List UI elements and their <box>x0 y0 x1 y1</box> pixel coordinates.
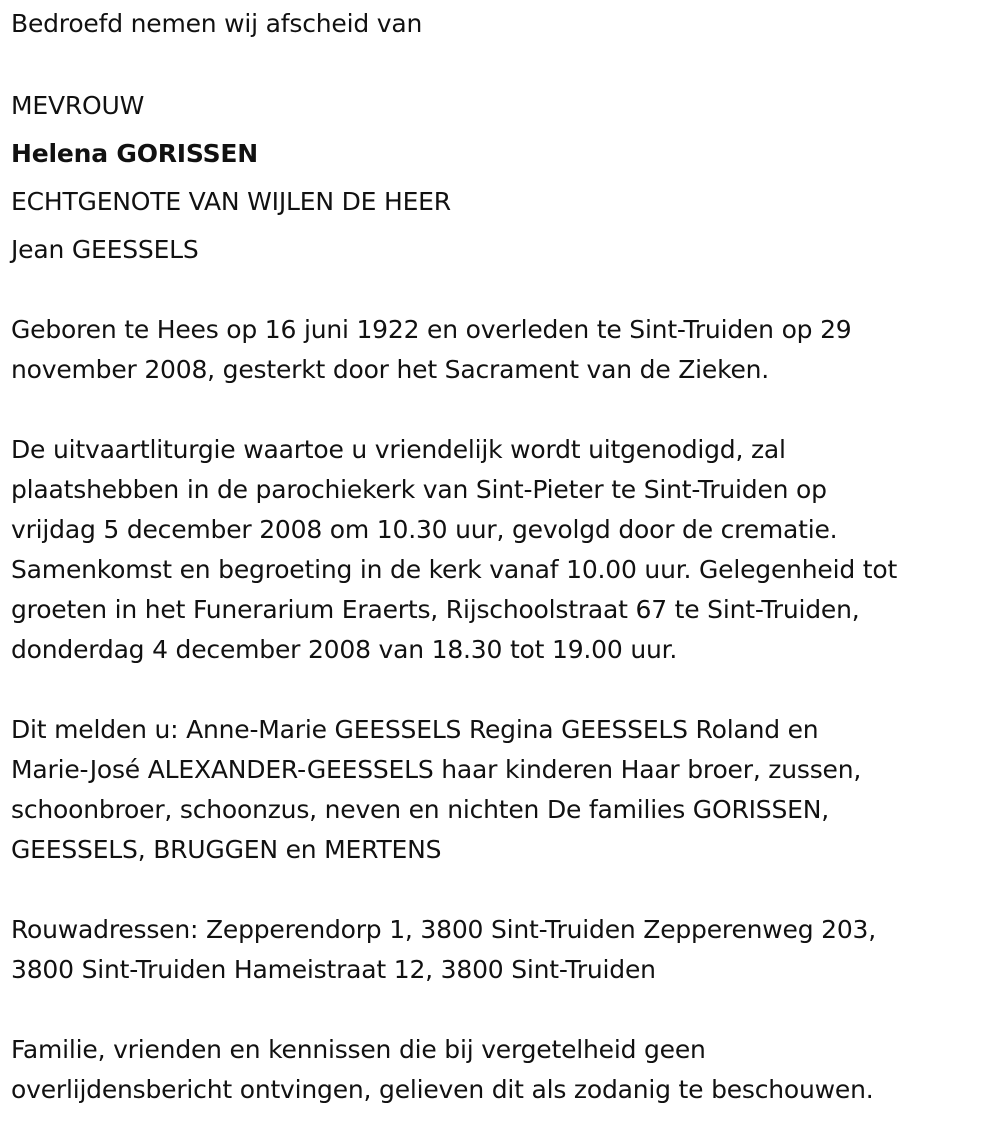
paragraph-line: De uitvaartliturgie waartoe u vriendelijk wordt uitgenodigd, zal <box>11 435 786 464</box>
deceased-name: Helena GORISSEN <box>11 139 258 168</box>
paragraph-line: Marie-José ALEXANDER-GEESSELS haar kinderen Haar broer, zussen, <box>11 755 862 784</box>
ceremony-paragraph <box>11 430 986 670</box>
paragraph-line: overlijdensbericht ontvingen, gelieven dit als zodanig te beschouwen. <box>11 1075 874 1104</box>
paragraph-line: november 2008, gesterkt door het Sacrament van de Zieken. <box>11 355 770 384</box>
intro-text: Bedroefd nemen wij afscheid van <box>11 9 423 38</box>
family-paragraph <box>11 710 986 870</box>
paragraph-line: vrijdag 5 december 2008 om 10.30 uur, gevolgd door de crematie. <box>11 515 838 544</box>
deceased-relation: ECHTGENOTE VAN WIJLEN DE HEER <box>11 187 451 216</box>
paragraph-line: Rouwadressen: Zepperendorp 1, 3800 Sint-Truiden Zepperenweg 203, <box>11 915 876 944</box>
paragraph-line: Samenkomst en begroeting in de kerk vanaf 10.00 uur. Gelegenheid tot <box>11 555 898 584</box>
spouse-name: Jean GEESSELS <box>11 235 199 264</box>
paragraph-line: 3800 Sint-Truiden Hameistraat 12, 3800 Sint-Truiden <box>11 955 656 984</box>
paragraph-line: plaatshebben in de parochiekerk van Sint-Pieter te Sint-Truiden op <box>11 475 827 504</box>
paragraph-line: donderdag 4 december 2008 van 18.30 tot 19.00 uur. <box>11 635 678 664</box>
paragraph-line: schoonbroer, schoonzus, neven en nichten De families GORISSEN, <box>11 795 829 824</box>
deceased-title: MEVROUW <box>11 91 145 120</box>
paragraph-line: GEESSELS, BRUGGEN en MERTENS <box>11 835 442 864</box>
paragraph-line: Familie, vrienden en kennissen die bij vergetelheid geen <box>11 1035 706 1064</box>
paragraph-line: Dit melden u: Anne-Marie GEESSELS Regina GEESSELS Roland en <box>11 715 819 744</box>
birth-death-paragraph <box>11 310 986 390</box>
obituary-notice <box>11 0 986 1110</box>
paragraph-line: groeten in het Funerarium Eraerts, Rijschoolstraat 67 te Sint-Truiden, <box>11 595 860 624</box>
paragraph-line: Geboren te Hees op 16 juni 1922 en overleden te Sint-Truiden op 29 <box>11 315 852 344</box>
closing-paragraph <box>11 1030 986 1110</box>
addresses-paragraph <box>11 910 986 990</box>
